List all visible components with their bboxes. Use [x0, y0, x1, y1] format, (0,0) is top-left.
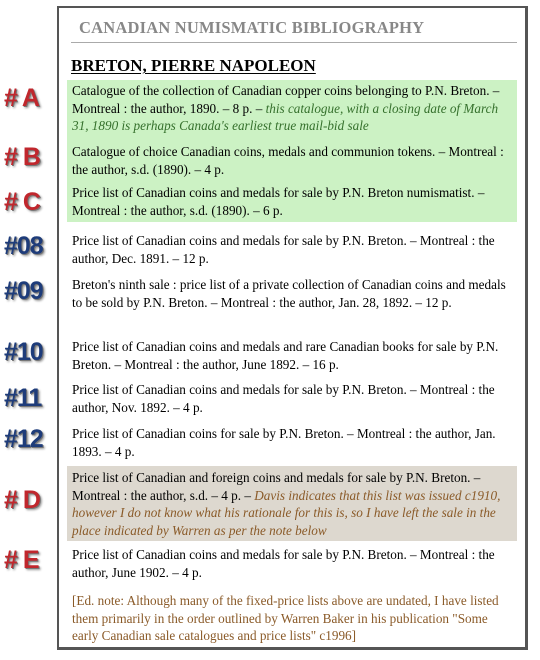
entry-note: this catalogue, with a closing date of March 31, 1890 is perhaps Canada's earliest true mail-bid sale: [72, 100, 499, 133]
entry-text: Price list of Canadian coins and medals for sale by P.N. Breton. – Montreal : the author, Nov. 1892. – 4 p.: [72, 382, 495, 415]
entry-text: Price list of Canadian coins for sale by P.N. Breton. – Montreal : the author, Jan. 1893. – 4 p.: [72, 426, 496, 459]
entry-text: Price list of Canadian coins and medals and rare Canadian books for sale by P.N. Breton. – Montreal : the author, June 1892. – 16 p.: [72, 339, 499, 372]
label-e: # E: [4, 546, 39, 574]
entry-12: [67, 425, 517, 460]
entry-note: Davis indicates that this list was issued c1910, however I do not know what his rationale for this is, so I have left the sale in the place indicated by Warren as per the note below: [72, 487, 501, 538]
bibliography-panel: [57, 6, 528, 650]
bibliography-title: CANADIAN NUMISMATIC BIBLIOGRAPHY: [79, 18, 425, 37]
label-12: #12: [4, 425, 43, 453]
entry-09: [67, 276, 517, 311]
label-11: #11: [4, 384, 42, 412]
entry-text: Price list of Canadian coins and medals for sale by P.N. Breton. – Montreal : the author, Dec. 1891. – 12 p.: [72, 233, 495, 266]
entry-text: Price list of Canadian and foreign coins and medals for sale by P.N. Breton. – Montreal : the author, s.d. – 4 p. –: [72, 470, 481, 503]
label-10: #10: [4, 338, 43, 366]
label-d: # D: [4, 486, 40, 514]
entry-11: [67, 381, 517, 416]
entry-text: Catalogue of the collection of Canadian copper coins belonging to P.N. Breton. – Montreal : the author, 1890. – 8 p. –: [72, 83, 500, 116]
editor-note: [Ed. note: Although many of the fixed-price lists above are undated, I have listed them primarily in the order outlined by Warren Baker in his publication "Some early Canadian sale catalogues and price lists" c1996]: [72, 593, 499, 643]
label-c: # C: [4, 188, 40, 216]
title-divider: [71, 42, 517, 43]
entry-labels-column: [0, 0, 56, 660]
entry-text: Price list of Canadian coins and medals for sale by P.N. Breton. – Montreal : the author, June 1902. – 4 p.: [72, 547, 495, 580]
label-08: #08: [4, 232, 43, 260]
entry-08: [67, 232, 517, 267]
label-b: # B: [4, 143, 40, 171]
entry-text: Price list of Canadian coins and medals for sale by P.N. Breton numismatist. – Montreal : the author, s.d. (1890). – 6 p.: [72, 185, 485, 218]
entry-text: Breton's ninth sale : price list of a private collection of Canadian coins and medals to be sold by P.N. Breton. – Montreal : the author, Jan. 28, 1892. – 12 p.: [72, 277, 506, 310]
label-a: # A: [4, 84, 39, 112]
entry-b: [67, 134, 517, 222]
entry-e: [67, 546, 517, 581]
author-heading: BRETON, PIERRE NAPOLEON: [71, 56, 316, 75]
entry-text: Catalogue of choice Canadian coins, medals and communion tokens. – Montreal : the author, s.d. (1890). – 4 p.: [72, 144, 504, 177]
entry-a: [67, 80, 517, 134]
label-09: #09: [4, 277, 43, 305]
entry-d: [67, 466, 517, 541]
entry-10: [67, 338, 517, 373]
